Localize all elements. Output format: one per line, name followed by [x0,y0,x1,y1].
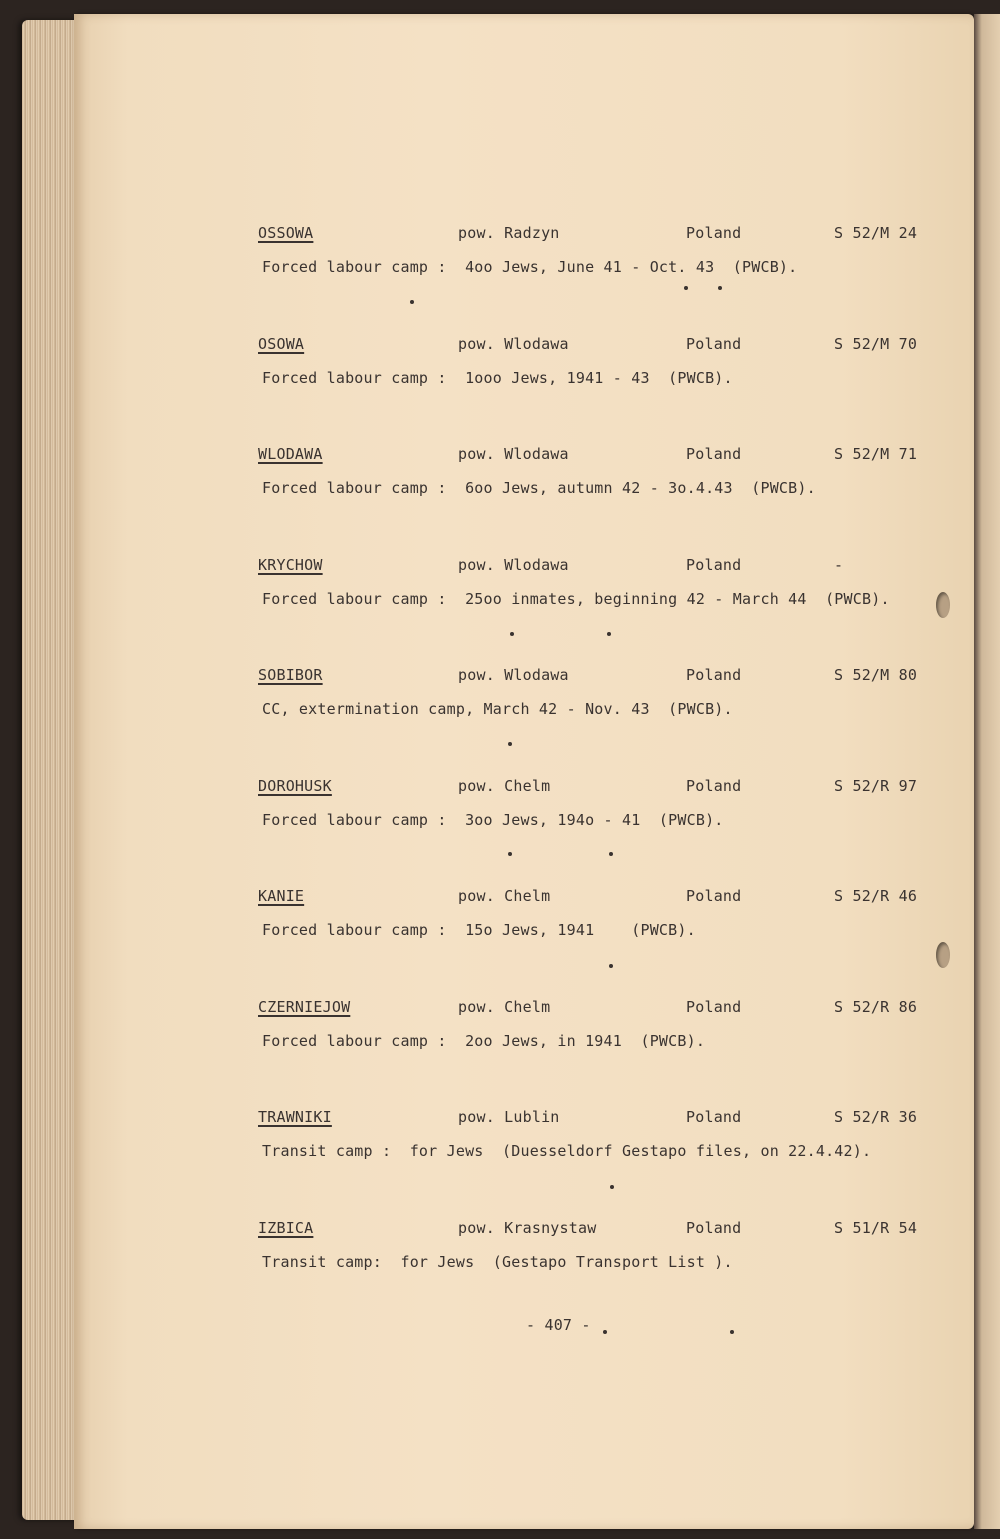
district: pow. Chelm [458,998,551,1016]
entry-description: Forced labour camp : 4oo Jews, June 41 - Oct. 43 (PWCB). [262,258,798,276]
country: Poland [686,887,742,905]
place-name: IZBICA [258,1219,314,1237]
district: pow. Lublin [458,1108,560,1126]
reference-code: S 52/R 86 [834,998,918,1016]
ink-speck [730,1330,734,1334]
place-name: OSSOWA [258,224,314,242]
country: Poland [686,445,742,463]
entry-description: Forced labour camp : 25oo inmates, beginning 42 - March 44 (PWCB). [262,590,890,608]
entry-description: CC, extermination camp, March 42 - Nov. 43 (PWCB). [262,700,733,718]
district: pow. Chelm [458,777,551,795]
punch-hole [936,942,950,968]
country: Poland [686,777,742,795]
reference-code: S 51/R 54 [834,1219,918,1237]
entry-description: Forced labour camp : 6oo Jews, autumn 42 - 3o.4.43 (PWCB). [262,479,816,497]
punch-hole [936,592,950,618]
place-name: CZERNIEJOW [258,998,351,1016]
country: Poland [686,224,742,242]
country: Poland [686,998,742,1016]
reference-code: S 52/M 80 [834,666,918,684]
reference-code: S 52/M 70 [834,335,918,353]
ink-speck [510,632,514,636]
entry-description: Forced labour camp : 2oo Jews, in 1941 (PWCB). [262,1032,706,1050]
place-name: TRAWNIKI [258,1108,332,1126]
district: pow. Wlodawa [458,666,569,684]
reference-code: S 52/R 97 [834,777,918,795]
ink-speck [410,300,414,304]
ink-speck [684,286,688,290]
reference-code: S 52/R 46 [834,887,918,905]
ink-speck [603,1330,607,1334]
district: pow. Wlodawa [458,556,569,574]
place-name: DOROHUSK [258,777,332,795]
district: pow. Chelm [458,887,551,905]
entry-description: Forced labour camp : 15o Jews, 1941 (PWCB). [262,921,696,939]
district: pow. Radzyn [458,224,560,242]
reference-code: S 52/M 24 [834,224,918,242]
district: pow. Wlodawa [458,335,569,353]
ink-speck [610,1185,614,1189]
reference-code: - [834,556,844,574]
country: Poland [686,1108,742,1126]
reference-code: S 52/M 71 [834,445,918,463]
place-name: SOBIBOR [258,666,323,684]
ink-speck [718,286,722,290]
page-number: - 407 - [526,1316,591,1334]
place-name: WLODAWA [258,445,323,463]
ink-speck [609,964,613,968]
country: Poland [686,335,742,353]
ink-speck [508,742,512,746]
book-page-edges [22,20,82,1520]
district: pow. Wlodawa [458,445,569,463]
binding-edge [974,14,1000,1529]
reference-code: S 52/R 36 [834,1108,918,1126]
country: Poland [686,556,742,574]
place-name: KRYCHOW [258,556,323,574]
entry-description: Transit camp : for Jews (Duesseldorf Gestapo files, on 22.4.42). [262,1142,872,1160]
country: Poland [686,666,742,684]
ink-speck [609,852,613,856]
ink-speck [607,632,611,636]
entry-description: Transit camp: for Jews (Gestapo Transport List ). [262,1253,733,1271]
entry-description: Forced labour camp : 3oo Jews, 194o - 41 (PWCB). [262,811,724,829]
place-name: OSOWA [258,335,305,353]
place-name: KANIE [258,887,305,905]
country: Poland [686,1219,742,1237]
district: pow. Krasnystaw [458,1219,597,1237]
entry-description: Forced labour camp : 1ooo Jews, 1941 - 43 (PWCB). [262,369,733,387]
ink-speck [508,852,512,856]
